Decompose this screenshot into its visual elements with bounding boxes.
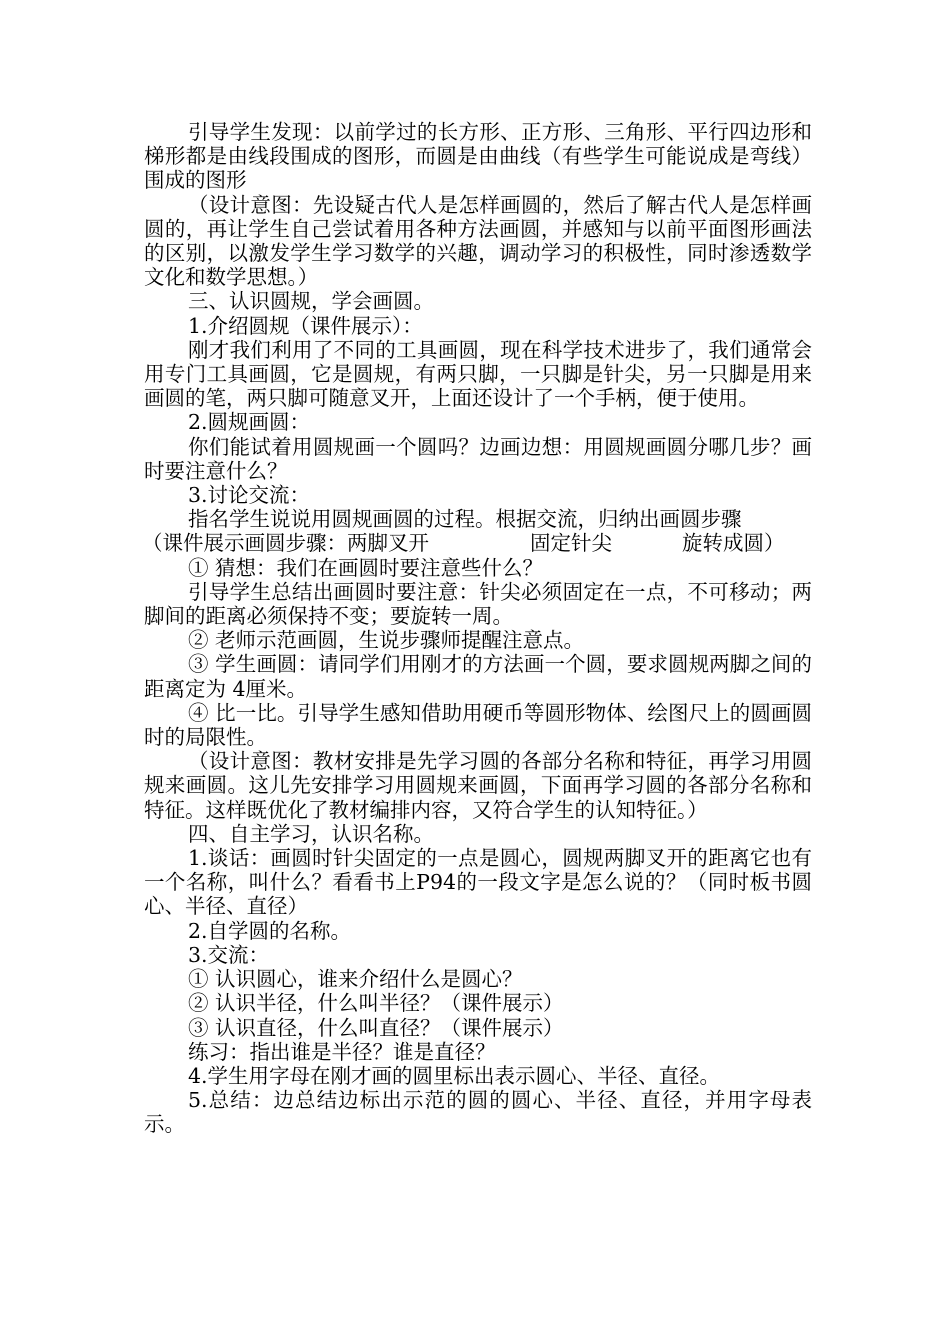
subheading-compass-drawing: 2.圆规画圆： (188, 410, 311, 435)
paragraph-discovery: 引导学生发现：以前学过的长方形、正方形、三角形、平行四边形和梯形都是由线段围成的图形，而圆是由曲线（有些学生可能说成是弯线）围成的图形 (144, 120, 812, 193)
item-teacher-demo: ② 老师示范画圆，生说步骤师提醒注意点。 (188, 628, 585, 653)
item-student-drawing: ③ 学生画圆：请同学们用刚才的方法画一个圆，要求圆规两脚之间的距离定为 4厘米。 (144, 652, 812, 701)
steps-part-2: 固定针尖 (530, 531, 612, 556)
paragraph-exercise: 练习：指出谁是半径？谁是直径？ (188, 1039, 496, 1064)
item-compare: ④ 比一比。引导学生感知借助用硬币等圆形物体、绘图尺上的圆画圆时的局限性。 (144, 700, 812, 750)
paragraph-drawing-process: 指名学生说说用圆规画圆的过程。根据交流，归纳出画圆步骤 (188, 507, 742, 532)
subheading-exchange: 3.交流： (188, 942, 270, 967)
item-diameter: ③ 认识直径，什么叫直径？（课件展示） (188, 1015, 564, 1040)
document-page (144, 120, 812, 1137)
paragraph-design-intent-1: （设计意图：先设疑古代人是怎样画圆的，然后了解古代人是怎样画圆的，再让学生自己尝试着用各种方法画圆，并感知与以前平面图形画法的区别，以激发学生学习数学的兴趣，调动学习的积极性，同时渗透数学文化和数学思想。） (144, 192, 812, 290)
paragraph-compass-description: 刚才我们利用了不同的工具画圆，现在科学技术进步了，我们通常会用专门工具画圆，它是圆规，有两只脚，一只脚是针尖，另一只脚是用来画圆的笔，两只脚可随意叉开，上面还设计了一个手柄，便于使用。 (144, 337, 812, 411)
item-guess: ① 猜想：我们在画圆时要注意些什么？ (188, 555, 544, 580)
paragraph-summary: 5.总结：边总结边标出示范的圆的圆心、半径、直径，并用字母表示。 (144, 1088, 812, 1137)
drawing-steps-line (144, 531, 812, 555)
section-heading-4: 四、自主学习，认识名称。 (188, 821, 434, 846)
steps-part-1: （课件展示画圆步骤：两脚叉开 (142, 531, 429, 556)
section-heading-3: 三、认识圆规，学会画圆。 (188, 289, 434, 314)
item-center: ① 认识圆心，谁来介绍什么是圆心？ (188, 967, 523, 992)
paragraph-label-letters: 4.学生用字母在刚才画的圆里标出表示圆心、半径、直径。 (188, 1063, 721, 1088)
paragraph-drawing-notes: 引导学生总结出画圆时要注意：针尖必须固定在一点，不可移动；两脚间的距离必须保持不变；要旋转一周。 (144, 579, 812, 629)
subheading-introduce-compass: 1.介绍圆规（课件展示）： (188, 313, 423, 338)
paragraph-design-intent-2: （设计意图：教材安排是先学习圆的各部分名称和特征，再学习用圆规来画圆。这儿先安排学习用圆规来画圆，下面再学习圆的各部分名称和特征。这样既优化了教材编排内容，又符合学生的认知特征。） (144, 749, 812, 822)
subheading-self-study: 2.自学圆的名称。 (188, 918, 352, 943)
paragraph-talk: 1.谈话：画圆时针尖固定的一点是圆心，圆规两脚叉开的距离它也有一个名称，叫什么？看看书上P94的一段文字是怎么说的？（同时板书圆心、半径、直径） (144, 846, 812, 919)
paragraph-try-drawing: 你们能试着用圆规画一个圆吗？边画边想：用圆规画圆分哪几步？画时要注意什么？ (144, 434, 812, 483)
item-radius: ② 认识半径，什么叫半径？（课件展示） (188, 991, 564, 1016)
subheading-discussion: 3.讨论交流： (188, 483, 311, 508)
steps-part-3: 旋转成圆） (682, 531, 785, 556)
